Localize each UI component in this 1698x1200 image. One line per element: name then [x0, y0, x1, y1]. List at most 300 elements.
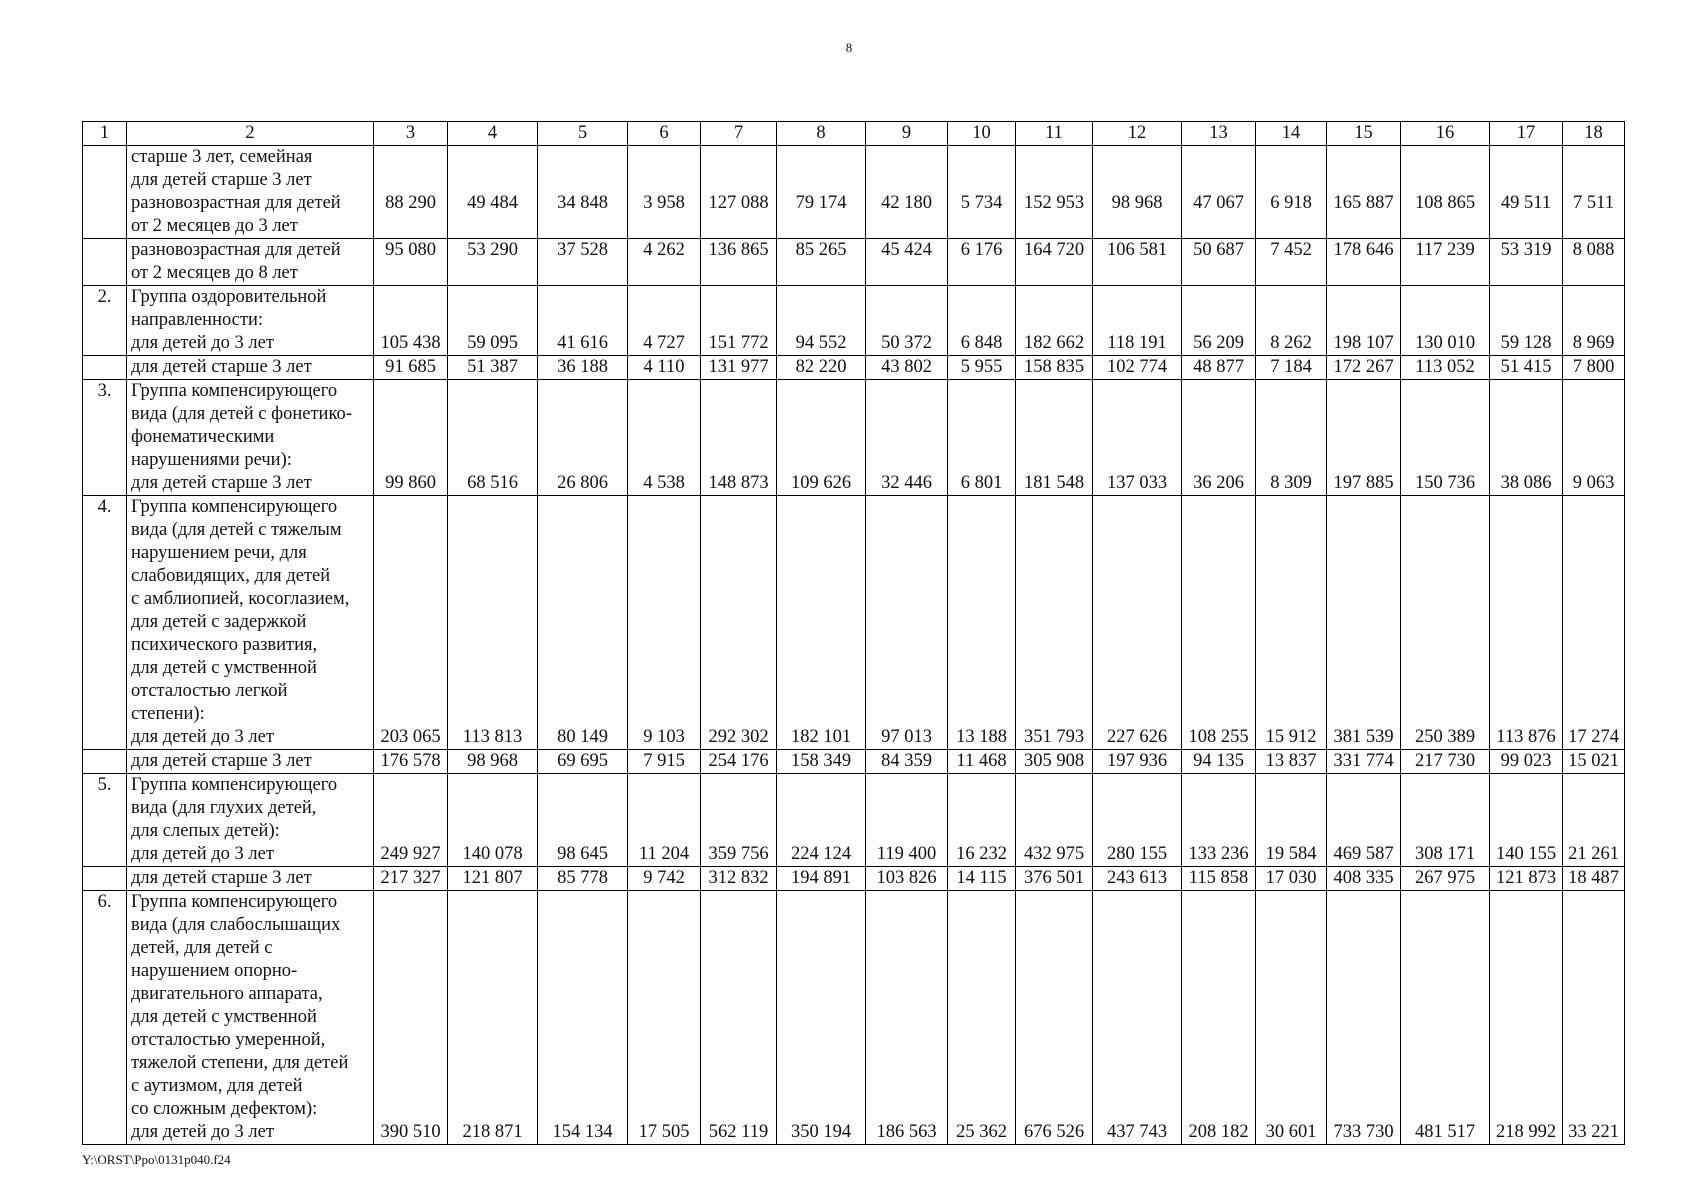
description-line: от 2 месяцев до 3 лет [131, 216, 298, 236]
value-cell: 98 968 [1093, 192, 1182, 239]
value-cell [374, 496, 448, 727]
row-number-cell: 3. [83, 380, 127, 473]
table-row [83, 380, 1625, 473]
value-cell [448, 286, 538, 333]
value-cell [1490, 496, 1563, 727]
column-header-cell: 2 [127, 122, 374, 146]
description-line: для детей с задержкой [131, 612, 307, 632]
value-cell: 243 613 [1093, 867, 1182, 891]
value-cell: 3 958 [628, 192, 701, 239]
table-row [83, 472, 1625, 496]
table-row [83, 726, 1625, 750]
value-cell: 113 876 [1490, 726, 1563, 750]
value-cell: 32 446 [866, 472, 948, 496]
value-cell: 181 548 [1016, 472, 1093, 496]
value-cell [777, 496, 866, 727]
description-line: вида (для детей с тяжелым [131, 520, 342, 540]
value-cell: 250 389 [1401, 726, 1490, 750]
value-cell [1016, 380, 1093, 473]
value-cell [1327, 146, 1401, 193]
value-cell [538, 891, 628, 1122]
value-cell [1490, 146, 1563, 193]
value-cell [701, 286, 777, 333]
page-number: 8 [845, 40, 853, 55]
value-cell: 25 362 [948, 1121, 1016, 1145]
column-header-cell: 17 [1490, 122, 1563, 146]
value-cell: 186 563 [866, 1121, 948, 1145]
value-cell: 7 511 [1563, 192, 1625, 239]
row-description-cell [127, 472, 374, 496]
value-cell [448, 380, 538, 473]
value-cell: 359 756 [701, 843, 777, 867]
value-cell: 172 267 [1327, 356, 1401, 380]
value-cell: 88 290 [374, 192, 448, 239]
value-cell: 376 501 [1016, 867, 1093, 891]
table-row [83, 286, 1625, 333]
table-row [83, 356, 1625, 380]
value-cell [701, 774, 777, 844]
value-cell: 217 327 [374, 867, 448, 891]
value-cell: 43 802 [866, 356, 948, 380]
column-header-cell: 1 [83, 122, 127, 146]
value-cell: 9 103 [628, 726, 701, 750]
value-cell: 11 204 [628, 843, 701, 867]
row-number-cell [83, 726, 127, 750]
row-number-cell [83, 239, 127, 286]
value-cell: 165 887 [1327, 192, 1401, 239]
value-cell: 95 080 [374, 239, 448, 286]
description-line: слабовидящих, для детей [131, 566, 331, 586]
value-cell: 36 188 [538, 356, 628, 380]
value-cell [866, 286, 948, 333]
description-line: для детей с умственной [131, 658, 317, 678]
value-cell: 150 736 [1401, 472, 1490, 496]
value-cell [948, 496, 1016, 727]
value-cell: 59 095 [448, 332, 538, 356]
value-cell [866, 891, 948, 1122]
value-cell [1182, 774, 1256, 844]
description-line: нарушением опорно- [131, 961, 298, 981]
value-cell: 308 171 [1401, 843, 1490, 867]
value-cell: 182 101 [777, 726, 866, 750]
value-cell [1327, 774, 1401, 844]
description-line: разновозрастная для детей [131, 240, 341, 260]
description-line: вида (для детей с фонетико- [131, 404, 352, 424]
value-cell [1401, 496, 1490, 727]
value-cell: 36 206 [1182, 472, 1256, 496]
column-header-cell: 5 [538, 122, 628, 146]
value-cell: 6 848 [948, 332, 1016, 356]
value-cell: 9 063 [1563, 472, 1625, 496]
value-cell: 85 778 [538, 867, 628, 891]
value-cell [374, 380, 448, 473]
value-cell: 56 209 [1182, 332, 1256, 356]
value-cell [1016, 891, 1093, 1122]
value-cell: 109 626 [777, 472, 866, 496]
description-line: детей, для детей с [131, 938, 273, 958]
value-cell [1256, 891, 1327, 1122]
value-cell: 47 067 [1182, 192, 1256, 239]
table-row [83, 843, 1625, 867]
value-cell: 158 835 [1016, 356, 1093, 380]
value-cell: 17 505 [628, 1121, 701, 1145]
description-line: отсталостью легкой [131, 681, 288, 701]
value-cell [866, 496, 948, 727]
description-line: старше 3 лет, семейная [131, 147, 313, 167]
table-row [83, 867, 1625, 891]
value-cell [1563, 146, 1625, 193]
description-line: психического развития, [131, 635, 318, 655]
value-cell: 80 149 [538, 726, 628, 750]
description-line: для детей до 3 лет [131, 727, 274, 747]
description-line: нарушением речи, для [131, 543, 307, 563]
value-cell [948, 146, 1016, 193]
row-description-cell [127, 192, 374, 239]
value-cell: 13 837 [1256, 750, 1327, 774]
rates-table-container [82, 121, 1624, 1145]
column-header-cell: 15 [1327, 122, 1401, 146]
value-cell: 481 517 [1401, 1121, 1490, 1145]
value-cell: 6 918 [1256, 192, 1327, 239]
value-cell [1327, 286, 1401, 333]
value-cell: 280 155 [1093, 843, 1182, 867]
value-cell [1401, 891, 1490, 1122]
value-cell: 79 174 [777, 192, 866, 239]
value-cell: 51 415 [1490, 356, 1563, 380]
description-line: для детей старше 3 лет [131, 868, 312, 888]
value-cell: 42 180 [866, 192, 948, 239]
table-row [83, 750, 1625, 774]
value-cell [1327, 496, 1401, 727]
value-cell [538, 286, 628, 333]
description-line: тяжелой степени, для детей [131, 1053, 349, 1073]
row-number-cell: 5. [83, 774, 127, 844]
value-cell: 217 730 [1401, 750, 1490, 774]
value-cell: 38 086 [1490, 472, 1563, 496]
row-description-cell [127, 356, 374, 380]
value-cell: 115 858 [1182, 867, 1256, 891]
value-cell: 53 290 [448, 239, 538, 286]
value-cell: 97 013 [866, 726, 948, 750]
table-row [83, 239, 1625, 286]
value-cell: 292 302 [701, 726, 777, 750]
description-line: направленности: [131, 310, 264, 330]
value-cell: 49 484 [448, 192, 538, 239]
value-cell: 33 221 [1563, 1121, 1625, 1145]
value-cell: 130 010 [1401, 332, 1490, 356]
value-cell [448, 496, 538, 727]
value-cell [448, 774, 538, 844]
value-cell: 218 992 [1490, 1121, 1563, 1145]
row-number-cell [83, 332, 127, 356]
row-description-cell [127, 239, 374, 286]
value-cell [866, 380, 948, 473]
value-cell [1490, 380, 1563, 473]
value-cell [701, 891, 777, 1122]
value-cell: 102 774 [1093, 356, 1182, 380]
value-cell: 26 806 [538, 472, 628, 496]
value-cell: 249 927 [374, 843, 448, 867]
row-number-cell [83, 843, 127, 867]
value-cell: 85 265 [777, 239, 866, 286]
value-cell: 164 720 [1016, 239, 1093, 286]
value-cell: 381 539 [1327, 726, 1401, 750]
value-cell: 50 687 [1182, 239, 1256, 286]
value-cell: 84 359 [866, 750, 948, 774]
value-cell: 69 695 [538, 750, 628, 774]
value-cell: 390 510 [374, 1121, 448, 1145]
column-header-cell: 10 [948, 122, 1016, 146]
value-cell [777, 774, 866, 844]
value-cell [538, 774, 628, 844]
value-cell [628, 496, 701, 727]
description-line: отсталостью умеренной, [131, 1030, 326, 1050]
value-cell: 8 088 [1563, 239, 1625, 286]
column-header-cell: 14 [1256, 122, 1327, 146]
value-cell [701, 380, 777, 473]
value-cell: 6 176 [948, 239, 1016, 286]
row-description-cell [127, 332, 374, 356]
value-cell: 131 977 [701, 356, 777, 380]
description-line: с амблиопией, косоглазием, [131, 589, 350, 609]
description-line: для детей с умственной [131, 1007, 317, 1027]
value-cell [1327, 380, 1401, 473]
value-cell: 127 088 [701, 192, 777, 239]
table-row [83, 1121, 1625, 1145]
value-cell [374, 146, 448, 193]
row-number-cell [83, 867, 127, 891]
value-cell: 198 107 [1327, 332, 1401, 356]
row-number-cell: 4. [83, 496, 127, 727]
row-number-cell [83, 750, 127, 774]
value-cell: 94 135 [1182, 750, 1256, 774]
description-line: двигательного аппарата, [131, 984, 323, 1004]
value-cell [628, 891, 701, 1122]
value-cell: 16 232 [948, 843, 1016, 867]
value-cell: 6 801 [948, 472, 1016, 496]
value-cell: 41 616 [538, 332, 628, 356]
row-description-cell [127, 286, 374, 333]
value-cell: 9 742 [628, 867, 701, 891]
row-number-cell [83, 356, 127, 380]
value-cell [1093, 286, 1182, 333]
value-cell [374, 891, 448, 1122]
value-cell: 8 969 [1563, 332, 1625, 356]
value-cell: 227 626 [1093, 726, 1182, 750]
description-line: для детей до 3 лет [131, 333, 274, 353]
value-cell [538, 380, 628, 473]
value-cell: 158 349 [777, 750, 866, 774]
value-cell [777, 286, 866, 333]
value-cell [1093, 774, 1182, 844]
value-cell: 68 516 [448, 472, 538, 496]
description-line: Группа оздоровительной [131, 287, 327, 307]
value-cell [777, 380, 866, 473]
value-cell [448, 146, 538, 193]
value-cell [1490, 774, 1563, 844]
column-header-cell: 7 [701, 122, 777, 146]
value-cell: 34 848 [538, 192, 628, 239]
row-description-cell [127, 380, 374, 473]
value-cell [701, 496, 777, 727]
value-cell: 176 578 [374, 750, 448, 774]
value-cell [374, 286, 448, 333]
value-cell: 105 438 [374, 332, 448, 356]
description-line: разновозрастная для детей [131, 193, 341, 213]
column-header-cell: 9 [866, 122, 948, 146]
value-cell: 59 128 [1490, 332, 1563, 356]
rates-table [82, 121, 1625, 1145]
value-cell: 7 915 [628, 750, 701, 774]
value-cell [1256, 774, 1327, 844]
value-cell: 197 885 [1327, 472, 1401, 496]
value-cell [1563, 286, 1625, 333]
value-cell: 113 052 [1401, 356, 1490, 380]
value-cell: 154 134 [538, 1121, 628, 1145]
value-cell: 13 188 [948, 726, 1016, 750]
value-cell [1093, 146, 1182, 193]
row-description-cell [127, 726, 374, 750]
value-cell: 45 424 [866, 239, 948, 286]
value-cell [1256, 286, 1327, 333]
column-number-header [83, 122, 1625, 146]
row-number-cell [83, 192, 127, 239]
value-cell: 136 865 [701, 239, 777, 286]
description-line: с аутизмом, для детей [131, 1076, 303, 1096]
value-cell: 7 452 [1256, 239, 1327, 286]
value-cell: 53 319 [1490, 239, 1563, 286]
value-cell [777, 891, 866, 1122]
value-cell: 15 021 [1563, 750, 1625, 774]
value-cell: 437 743 [1093, 1121, 1182, 1145]
value-cell [866, 146, 948, 193]
value-cell [948, 774, 1016, 844]
description-line: для детей старше 3 лет [131, 357, 312, 377]
column-header-cell: 12 [1093, 122, 1182, 146]
column-header-cell: 13 [1182, 122, 1256, 146]
value-cell: 7 184 [1256, 356, 1327, 380]
column-header-cell: 8 [777, 122, 866, 146]
value-cell: 30 601 [1256, 1121, 1327, 1145]
value-cell: 119 400 [866, 843, 948, 867]
value-cell [1016, 774, 1093, 844]
value-cell: 99 023 [1490, 750, 1563, 774]
value-cell: 151 772 [701, 332, 777, 356]
value-cell [1490, 891, 1563, 1122]
value-cell: 106 581 [1093, 239, 1182, 286]
value-cell: 14 115 [948, 867, 1016, 891]
value-cell: 676 526 [1016, 1121, 1093, 1145]
value-cell [538, 146, 628, 193]
value-cell: 15 912 [1256, 726, 1327, 750]
description-line: для детей до 3 лет [131, 844, 274, 864]
value-cell: 194 891 [777, 867, 866, 891]
value-cell [777, 146, 866, 193]
table-row [83, 192, 1625, 239]
value-cell: 218 871 [448, 1121, 538, 1145]
value-cell: 49 511 [1490, 192, 1563, 239]
value-cell [1093, 891, 1182, 1122]
value-cell [1327, 891, 1401, 1122]
value-cell: 48 877 [1182, 356, 1256, 380]
description-line: для слепых детей): [131, 821, 280, 841]
value-cell: 18 487 [1563, 867, 1625, 891]
value-cell [1401, 286, 1490, 333]
value-cell: 562 119 [701, 1121, 777, 1145]
value-cell [1401, 774, 1490, 844]
value-cell [1563, 380, 1625, 473]
description-line: со сложным дефектом): [131, 1099, 318, 1119]
value-cell: 208 182 [1182, 1121, 1256, 1145]
row-number-cell: 6. [83, 891, 127, 1122]
value-cell: 408 335 [1327, 867, 1401, 891]
value-cell [1182, 286, 1256, 333]
value-cell [1563, 496, 1625, 727]
value-cell [374, 774, 448, 844]
value-cell: 140 078 [448, 843, 538, 867]
value-cell: 305 908 [1016, 750, 1093, 774]
value-cell [1563, 891, 1625, 1122]
value-cell [1093, 380, 1182, 473]
description-line: вида (для глухих детей, [131, 798, 317, 818]
row-number-cell [83, 1121, 127, 1145]
description-line: степени): [131, 704, 205, 724]
value-cell [1182, 146, 1256, 193]
row-number-cell [83, 146, 127, 193]
table-row [83, 891, 1625, 1122]
value-cell [948, 286, 1016, 333]
table-row [83, 496, 1625, 727]
value-cell [701, 146, 777, 193]
value-cell: 8 309 [1256, 472, 1327, 496]
value-cell: 98 645 [538, 843, 628, 867]
description-line: для детей до 3 лет [131, 1122, 274, 1142]
description-line: для детей старше 3 лет [131, 170, 312, 190]
value-cell [948, 891, 1016, 1122]
value-cell: 17 030 [1256, 867, 1327, 891]
value-cell: 121 873 [1490, 867, 1563, 891]
value-cell: 4 110 [628, 356, 701, 380]
value-cell: 117 239 [1401, 239, 1490, 286]
row-number-cell: 2. [83, 286, 127, 333]
value-cell: 182 662 [1016, 332, 1093, 356]
value-cell [628, 146, 701, 193]
value-cell [1182, 496, 1256, 727]
value-cell: 203 065 [374, 726, 448, 750]
value-cell: 148 873 [701, 472, 777, 496]
value-cell: 152 953 [1016, 192, 1093, 239]
value-cell [1401, 380, 1490, 473]
value-cell [1401, 146, 1490, 193]
row-description-cell [127, 146, 374, 193]
value-cell: 108 255 [1182, 726, 1256, 750]
value-cell [1016, 146, 1093, 193]
row-description-cell [127, 774, 374, 844]
value-cell: 178 646 [1327, 239, 1401, 286]
value-cell: 19 584 [1256, 843, 1327, 867]
row-description-cell [127, 496, 374, 727]
value-cell: 267 975 [1401, 867, 1490, 891]
column-header-cell: 18 [1563, 122, 1625, 146]
description-line: Группа компенсирующего [131, 775, 338, 795]
description-line: Группа компенсирующего [131, 381, 338, 401]
value-cell: 50 372 [866, 332, 948, 356]
row-number-cell [83, 472, 127, 496]
description-line: нарушениями речи): [131, 450, 292, 470]
value-cell: 94 552 [777, 332, 866, 356]
table-row [83, 774, 1625, 844]
row-description-cell [127, 750, 374, 774]
